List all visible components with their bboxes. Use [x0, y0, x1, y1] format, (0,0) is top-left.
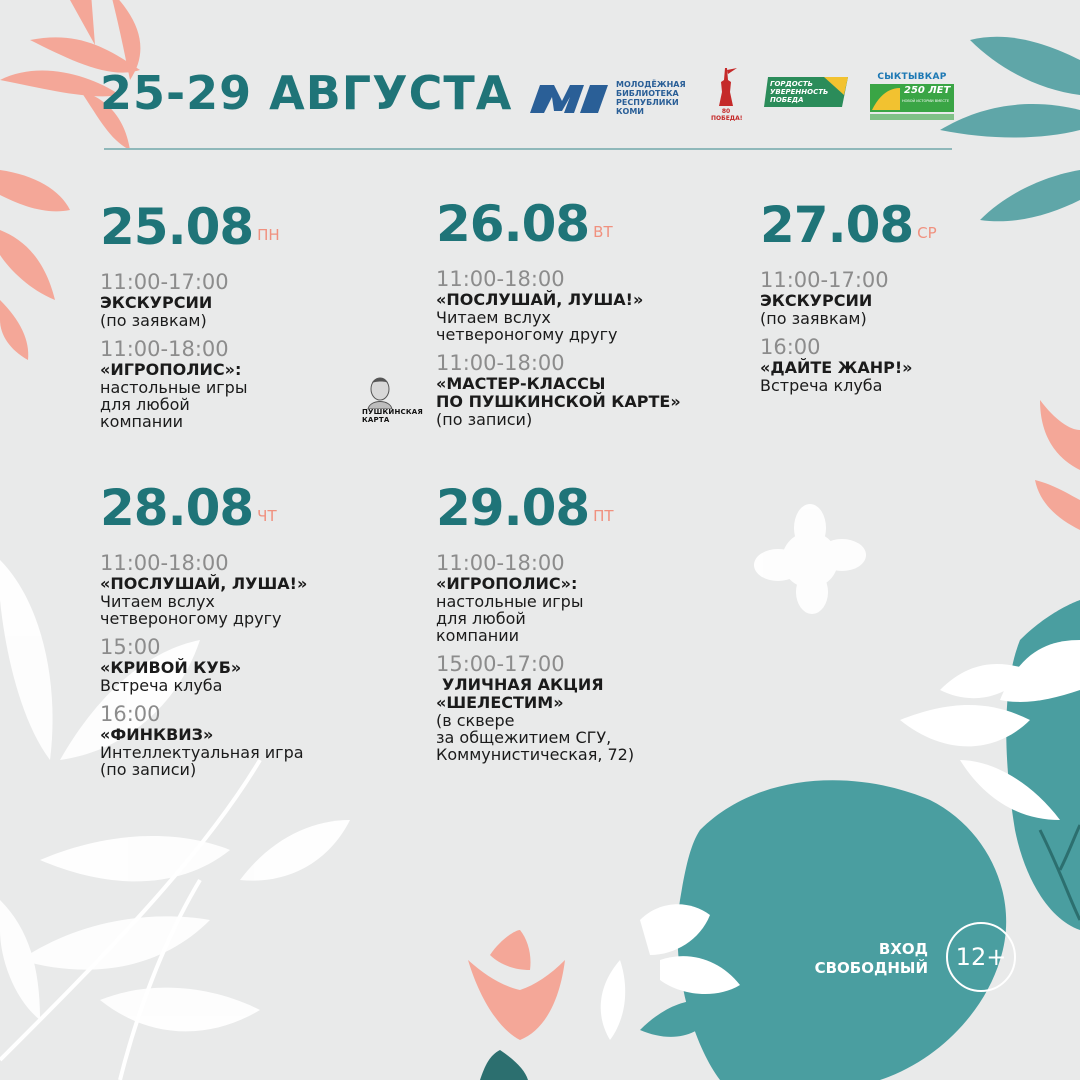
coral-flower-right-icon	[1035, 400, 1080, 530]
event-time: 11:00-18:00	[100, 551, 229, 575]
event-desc: компании	[100, 412, 184, 431]
syktyvkar-logo	[870, 72, 954, 120]
event-time: 16:00	[760, 335, 821, 359]
event-time: 11:00-18:00	[100, 337, 229, 361]
syktyvkar-title: СЫКТЫВКАР	[877, 72, 947, 82]
event-desc: Читаем вслух	[100, 592, 215, 611]
date-value: 27.08	[760, 196, 914, 254]
pushkin-card-text: ПУШКИНСКАЯ КАРТА	[362, 408, 424, 424]
event-desc: (в сквере	[436, 711, 515, 730]
day-date	[436, 197, 766, 259]
day-block-27-08	[760, 198, 1010, 398]
weekday: ЧТ	[257, 507, 277, 525]
day-date	[100, 200, 430, 262]
pushkin-portrait-icon	[358, 375, 424, 409]
event-time: 11:00-17:00	[760, 268, 889, 292]
event-title: «ДАЙТЕ ЖАНР!»	[760, 358, 913, 377]
event	[100, 270, 430, 329]
event-time: 11:00-17:00	[100, 270, 229, 294]
event	[436, 551, 766, 644]
event-title: УЛИЧНАЯ АКЦИЯ	[442, 675, 604, 694]
weekday: СР	[917, 224, 937, 242]
event	[760, 335, 1010, 394]
gordost-logo	[764, 77, 848, 117]
event-desc: Встреча клуба	[760, 376, 883, 395]
event-title: ЭКСКУРСИИ	[760, 291, 873, 310]
weekday: ПН	[257, 226, 280, 244]
age-rating-badge: 12+	[946, 922, 1016, 992]
event-title: «КРИВОЙ КУБ»	[100, 658, 242, 677]
event	[436, 652, 766, 763]
coral-tulip-bottom-icon	[468, 930, 565, 1080]
event-time: 11:00-18:00	[436, 351, 565, 375]
event	[760, 268, 1010, 327]
event-title: ЭКСКУРСИИ	[100, 293, 213, 312]
event-desc: (по заявкам)	[100, 311, 207, 330]
day-date	[100, 481, 430, 543]
event-title: «ПОСЛУШАЙ, ЛУША!»	[436, 290, 644, 309]
library-logo	[530, 80, 692, 116]
event-time: 15:00-17:00	[436, 652, 565, 676]
pushkin-card-logo	[358, 375, 424, 439]
event-desc: для любой	[100, 395, 190, 414]
event-desc: настольные игры	[100, 378, 248, 397]
event-title: «ИГРОПОЛИС»:	[100, 360, 242, 379]
motherland-statue-icon	[711, 68, 741, 112]
syktyvkar-tagline: НОВОЙ ИСТОРИИ ВМЕСТЕ	[902, 99, 950, 103]
day-block-26-08	[436, 197, 766, 432]
event-desc: (по записи)	[436, 410, 533, 429]
event-desc: компании	[436, 626, 520, 645]
day-block-28-08	[100, 481, 430, 782]
event-desc: (по заявкам)	[760, 309, 867, 328]
event	[100, 702, 430, 778]
event	[436, 351, 766, 428]
header-divider	[104, 148, 952, 150]
page-title: 25-29 АВГУСТА	[100, 66, 513, 120]
event-time: 11:00-18:00	[436, 551, 565, 575]
date-value: 26.08	[436, 195, 590, 253]
gordost-logo-text: ГОРДОСТЬ УВЕРЕННОСТЬ ПОБЕДА	[770, 80, 829, 104]
event	[436, 267, 766, 343]
event-desc: настольные игры	[436, 592, 584, 611]
pobeda-logo	[711, 68, 741, 122]
event-title: «ИГРОПОЛИС»:	[436, 574, 578, 593]
syktyvkar-years: 250 ЛЕТ	[904, 85, 951, 96]
library-logo-text: МОЛОДЁЖНАЯ БИБЛИОТЕКА РЕСПУБЛИКИ КОМИ	[616, 80, 686, 116]
event-title: «ШЕЛЕСТИМ»	[436, 693, 564, 712]
event	[100, 551, 430, 627]
event-desc: Интеллектуальная игра	[100, 743, 304, 762]
event-desc: Коммунистическая, 72)	[436, 745, 635, 764]
event-time: 15:00	[100, 635, 161, 659]
event-desc: четвероногому другу	[100, 609, 282, 628]
teal-leaves-top-right-icon	[940, 37, 1080, 222]
event-title: ПО ПУШКИНСКОЙ КАРТЕ»	[436, 392, 681, 411]
date-value: 28.08	[100, 479, 254, 537]
event-title: «ПОСЛУШАЙ, ЛУША!»	[100, 574, 308, 593]
event-desc: за общежитием СГУ,	[436, 728, 612, 747]
event	[100, 635, 430, 694]
library-m-icon	[530, 83, 608, 113]
event-time: 16:00	[100, 702, 161, 726]
event-title: «МАСТЕР-КЛАССЫ	[436, 374, 606, 393]
event-desc: Встреча клуба	[100, 676, 223, 695]
event-desc: (по записи)	[100, 760, 197, 779]
event-desc: для любой	[436, 609, 526, 628]
pobeda-logo-text: 80 ПОБЕДА!	[711, 108, 743, 122]
weekday: ВТ	[593, 223, 613, 241]
event-title: «ФИНКВИЗ»	[100, 725, 214, 744]
weekday: ПТ	[593, 507, 614, 525]
coral-flower-left-icon	[0, 170, 70, 360]
free-entry-label: ВХОД СВОБОДНЫЙ	[814, 940, 928, 977]
day-block-29-08	[436, 481, 766, 767]
day-date	[760, 198, 1010, 260]
white-flower-middle-icon	[754, 504, 866, 614]
date-value: 25.08	[100, 198, 254, 256]
day-date	[436, 481, 766, 543]
event-desc: четвероногому другу	[436, 325, 618, 344]
date-value: 29.08	[436, 479, 590, 537]
event-desc: Читаем вслух	[436, 308, 551, 327]
event-time: 11:00-18:00	[436, 267, 565, 291]
